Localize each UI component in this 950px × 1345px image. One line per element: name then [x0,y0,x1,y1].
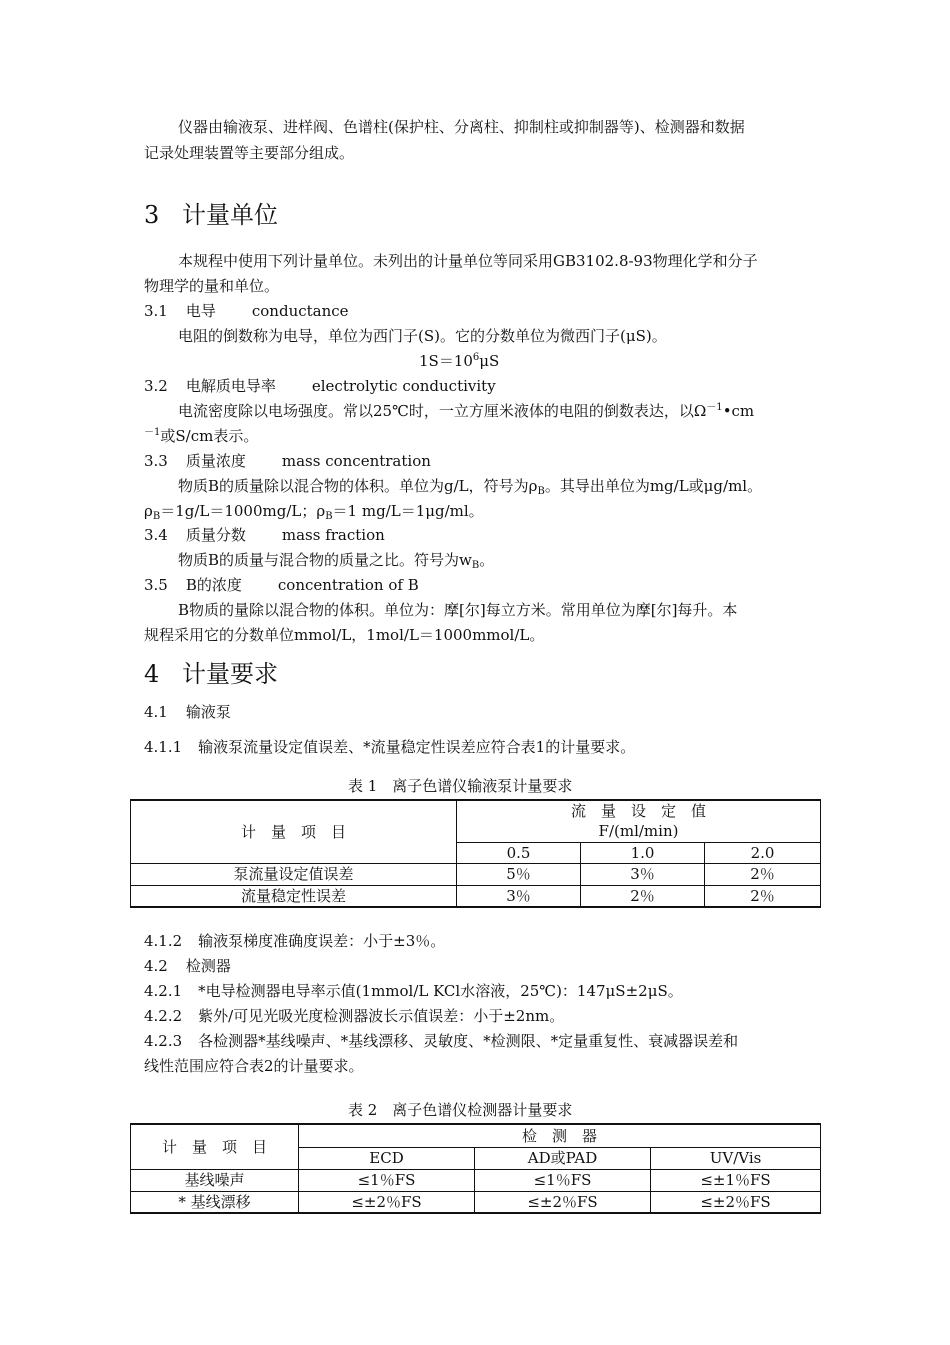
text-part: •cm [722,402,755,420]
subsection-4-2-heading [144,956,231,976]
subsection-4-2-1 [144,981,683,1001]
subsection-number: 4.2 [144,957,168,975]
table-2-col-header: ECD [299,1147,475,1169]
row-label: 流量稳定性误差 [131,885,457,907]
text-part: 或S/cm表示。 [160,427,259,445]
subsection-4-2-2 [144,1006,564,1026]
cell: ≤±2％FS [299,1191,475,1213]
subsection-number: 4.2.2 [144,1007,183,1025]
table-1-group-header [457,800,821,842]
formula-1s [419,351,499,371]
table-2 [130,1123,821,1214]
term-en: mass concentration [281,452,431,470]
superscript: －1 [706,402,723,413]
cell: ≤1％FS [475,1169,651,1191]
subsection-3-3-text-2 [144,501,484,521]
cell: 3％ [581,863,705,885]
table-row [131,885,821,907]
subsection-number: 3.4 [144,526,168,544]
term-en: mass fraction [281,526,385,544]
row-label: * 基线漂移 [131,1191,299,1213]
subsection-text: 各检测器*基线噪声、*基线漂移、灵敏度、*检测限、*定量重复性、衰减器误差和 [198,1032,739,1050]
subscript: B [152,511,161,522]
subsection-4-2-3 [144,1031,738,1051]
table-1 [130,799,821,908]
subsection-4-1-1 [144,737,635,757]
subsection-text: 输液泵梯度准确度误差：小于±3％。 [198,932,446,950]
cell: 2％ [705,885,821,907]
subscript: B [325,511,333,522]
cell: 5％ [457,863,581,885]
table-2-col-header: UV/Vis [651,1147,821,1169]
text-part: 物质B的质量除以混合物的体积。单位为g/L，符号为ρ [178,477,538,495]
subsection-number: 4.1.2 [144,932,183,950]
intro-line-2: 记录处理装置等主要部分组成。 [144,144,355,162]
subsection-4-1-heading [144,702,231,722]
cell: 3％ [457,885,581,907]
subsection-number: 4.1 [144,703,168,721]
subsection-3-2-heading [144,376,496,396]
text-part: ρ [144,502,153,520]
subsection-number: 3.5 [144,576,168,594]
subsection-3-1-heading [144,301,349,321]
subsection-text: 紫外/可见光吸光度检测器波长示值误差：小于±2nm。 [198,1007,565,1025]
row-label: 泵流量设定值误差 [131,863,457,885]
subsection-text: 输液泵流量设定值误差、*流量稳定性误差应符合表1的计量要求。 [198,738,636,756]
table-2-group-header: 检 测 器 [299,1124,821,1147]
table-1-col-header: 2.0 [705,842,821,863]
group-header-line-1: 流 量 设 定 值 [571,802,707,821]
subsection-3-4-text [178,550,494,570]
subsection-3-5-text-1: B物质的量除以混合物的体积。单位为：摩[尔]每立方米。常用单位为摩[尔]每升。本 [178,601,738,619]
term-zh: 质量分数 [185,526,246,544]
row-label: 基线噪声 [131,1169,299,1191]
intro-line-1: 仪器由输液泵、进样阀、色谱柱(保护柱、分离柱、抑制柱或抑制器等)、检测器和数据 [178,118,745,136]
formula-left: 1S＝10 [419,352,473,370]
text-part: 电流密度除以电场强度。常以25℃时，一立方厘米液体的电阻的倒数表达，以Ω [178,402,707,420]
table-row [131,863,821,885]
subsection-number: 4.1.1 [144,738,183,756]
sec3-para-line-1: 本规程中使用下列计量单位。未列出的计量单位等同采用GB3102.8-93物理化学和分子 [178,252,758,270]
cell: ≤1％FS [299,1169,475,1191]
subsection-4-1-2 [144,931,445,951]
subsection-title: 输液泵 [185,703,231,721]
text-part: ＝1 mg/L＝1μg/ml。 [332,502,484,520]
table-row [131,1191,821,1213]
term-en: concentration of B [277,576,419,594]
text-part: 物质B的质量与混合物的质量之比。符号为w [178,551,472,569]
superscript: －1 [144,427,161,438]
table-1-item-header: 计 量 项 目 [131,800,457,863]
term-zh: 质量浓度 [185,452,246,470]
text-part: 。其导出单位为mg/L或μg/ml。 [544,477,763,495]
section-4-heading [144,659,278,689]
subsection-number: 4.2.3 [144,1032,183,1050]
table-1-caption: 表 1 离子色谱仪输液泵计量要求 [348,777,573,795]
term-zh: 电解质电导率 [185,377,276,395]
subsection-3-3-text-1 [178,476,762,496]
cell: ≤±2％FS [475,1191,651,1213]
subsection-3-3-heading [144,451,431,471]
text-part: ＝1g/L＝1000mg/L；ρ [160,502,326,520]
formula-right: μS [479,352,500,370]
subsection-3-2-text-1 [178,401,754,421]
term-en: electrolytic conductivity [311,377,496,395]
text-part: 。 [479,551,495,569]
section-3-heading [144,200,278,230]
subsection-text: *电导检测器电导率示值(1mmol/L KCl水溶液，25℃)：147μS±2μS。 [198,982,683,1000]
subsection-number: 3.1 [144,302,168,320]
section-number: 3 [144,201,160,229]
table-1-col-header: 0.5 [457,842,581,863]
term-zh: 电导 [185,302,216,320]
subsection-title: 检测器 [185,957,231,975]
formula-exponent: 6 [472,352,480,363]
cell: ≤±2％FS [651,1191,821,1213]
section-title: 计量要求 [182,660,278,688]
section-title: 计量单位 [182,201,278,229]
cell: 2％ [581,885,705,907]
sec3-para-line-2: 物理学的量和单位。 [144,277,280,295]
subsection-3-2-text-2 [144,426,258,446]
table-2-col-header: AD或PAD [475,1147,651,1169]
subsection-3-5-heading [144,575,419,595]
table-2-item-header: 计 量 项 目 [131,1124,299,1169]
group-header-line-2: F/(ml/min) [598,822,679,841]
cell: 2％ [705,863,821,885]
subscript: B [471,560,480,571]
subsection-3-5-text-2: 规程采用它的分数单位mmol/L，1mol/L＝1000mmol/L。 [144,626,545,644]
subsection-3-4-heading [144,525,385,545]
subscript: B [537,486,545,497]
section-number: 4 [144,660,160,688]
table-1-col-header: 1.0 [581,842,705,863]
subsection-number: 3.3 [144,452,168,470]
subsection-number: 3.2 [144,377,168,395]
table-row [131,1169,821,1191]
subsection-3-1-text: 电阻的倒数称为电导，单位为西门子(S)。它的分数单位为微西门子(μS)。 [178,327,667,345]
term-en: conductance [251,302,349,320]
cell: ≤±1％FS [651,1169,821,1191]
table-2-caption: 表 2 离子色谱仪检测器计量要求 [348,1101,573,1119]
term-zh: B的浓度 [185,576,242,594]
subsection-number: 4.2.1 [144,982,183,1000]
subsection-4-2-3-line-2: 线性范围应符合表2的计量要求。 [144,1057,364,1075]
